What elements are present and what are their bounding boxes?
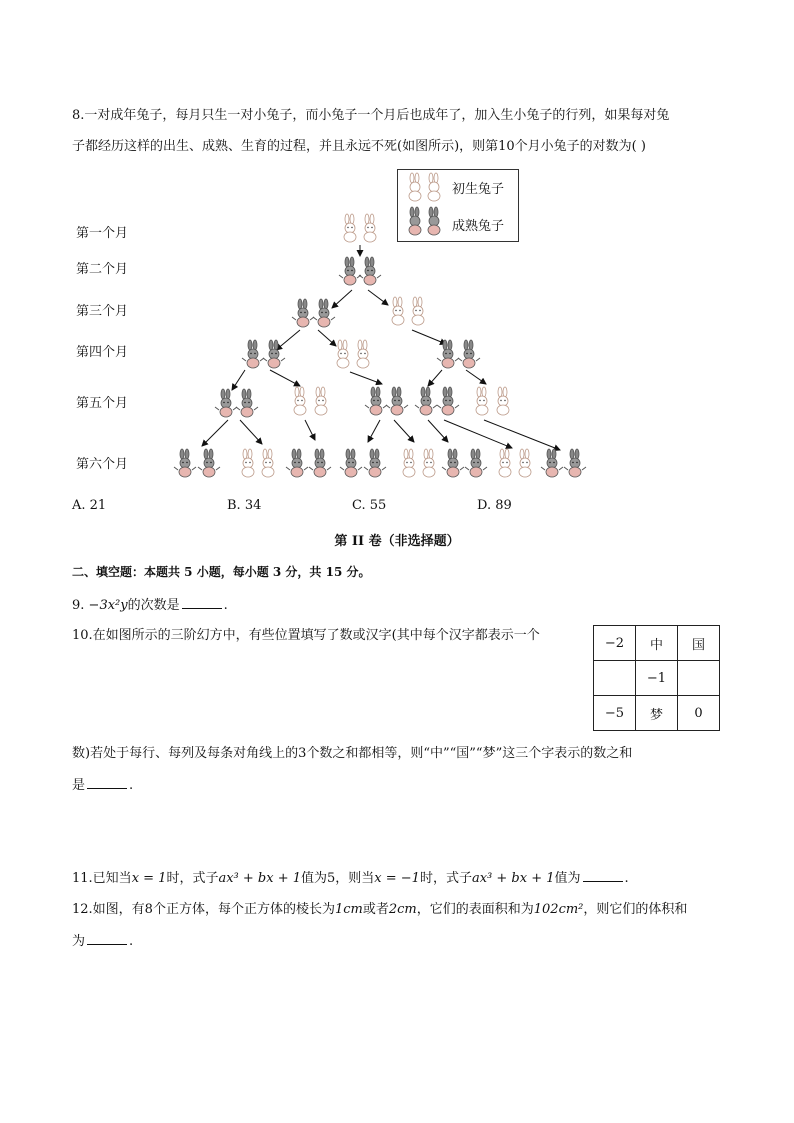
- month-label: 第一个月: [76, 226, 129, 241]
- q12-math: 102cm²: [533, 902, 584, 917]
- q9-prefix: 9.: [72, 598, 89, 613]
- section-title: 第 II 卷（非选择题）: [334, 534, 460, 549]
- q10-line3: 是 .: [72, 778, 134, 793]
- arrow: [276, 330, 300, 350]
- rabbit-pair-mature: [415, 387, 459, 415]
- magic-square-cell: −5: [594, 696, 636, 731]
- q12-math: 2cm: [388, 902, 417, 917]
- magic-square-cell: −1: [636, 661, 678, 696]
- arrow: [202, 420, 228, 446]
- arrow: [368, 290, 388, 305]
- arrow: [332, 290, 352, 308]
- rabbit-pair-mature: [365, 387, 408, 415]
- month-label: 第六个月: [76, 457, 129, 472]
- option-a[interactable]: A. 21: [72, 498, 107, 513]
- month-label: 第三个月: [76, 304, 129, 319]
- arrow: [368, 420, 380, 442]
- question-11: 11.已知当x = 1时，式子ax³ + bx + 1值为5，则当x = −1时，式子ax³ + bx + 1值为 .: [72, 871, 629, 886]
- legend-newborn-label: 初生兔子: [452, 182, 505, 197]
- rabbit-pair-newborn: [337, 340, 369, 368]
- arrow: [484, 420, 560, 450]
- arrow: [232, 370, 245, 390]
- rabbit-pair-mature: [541, 449, 586, 477]
- q12-line2: 为 .: [72, 934, 134, 949]
- rabbit-pair-newborn: [499, 449, 531, 477]
- rabbit-pair-newborn: [392, 297, 424, 325]
- arrow: [444, 420, 512, 448]
- q11-math: ax³ + bx + 1: [471, 871, 555, 886]
- magic-square-cell: 中: [636, 626, 678, 661]
- answer-blank[interactable]: [583, 869, 623, 882]
- rabbit-tree-diagram: [0, 0, 794, 500]
- question-12: [72, 898, 687, 917]
- option-d[interactable]: D. 89: [477, 498, 512, 513]
- q11-text: 值为: [554, 871, 581, 886]
- arrow: [240, 420, 262, 444]
- rabbit-pair-newborn: [294, 387, 327, 415]
- q11-math: x = 1: [131, 871, 167, 886]
- arrow: [318, 330, 336, 346]
- q12-math: 1cm: [334, 902, 363, 917]
- rabbit-pair-mature: [215, 389, 258, 417]
- q12-text: ，则它们的体积和: [583, 902, 688, 917]
- q8-line1: 8.一对成年兔子，每月只生一对小兔子，而小兔子一个月后也成年了，加入生小兔子的行列，如果每对兔: [72, 108, 670, 123]
- arrow: [350, 372, 382, 384]
- magic-square-cell: 梦: [636, 696, 678, 731]
- q10-line3-text: 是: [72, 778, 86, 793]
- q8-line2: 子都经历这样的出生、成熟、生育的过程，并且永远不死(如图所示)，则第10个月小兔子的对数为( ): [72, 139, 646, 154]
- rabbit-pair-mature: [242, 340, 285, 368]
- option-b[interactable]: B. 34: [227, 498, 262, 513]
- q12-text: ，它们的表面积和为: [416, 902, 534, 917]
- q10-line1: 10.在如图所示的三阶幻方中，有些位置填写了数或汉字(其中每个汉字都表示一个: [72, 628, 540, 643]
- q10-line2: 数)若处于每行、每列及每条对角线上的3个数之和都相等，则“中”“国”“梦”这三个字表示的数之和: [72, 746, 633, 761]
- magic-square: [593, 625, 720, 731]
- arrow: [466, 370, 486, 384]
- rabbit-pair-newborn: [476, 387, 509, 415]
- rabbit-pair-mature: [174, 449, 220, 477]
- magic-square-cell: 0: [678, 696, 720, 731]
- rabbit-pair-mature: [292, 299, 335, 327]
- month-label: 第二个月: [76, 262, 129, 277]
- q9-expression: −3x²y: [88, 598, 128, 613]
- magic-square-cell: 国: [678, 626, 720, 661]
- q11-text: 时，式子: [166, 871, 219, 886]
- arrow: [428, 420, 448, 442]
- rabbit-pair-newborn: [403, 449, 435, 477]
- option-c[interactable]: C. 55: [352, 498, 387, 513]
- q11-text: 值为5，则当: [301, 871, 375, 886]
- arrow: [270, 370, 300, 386]
- magic-square-cell: [678, 661, 720, 696]
- arrow: [412, 330, 446, 344]
- q11-math: ax³ + bx + 1: [218, 871, 302, 886]
- rabbit-pair-mature: [442, 449, 487, 477]
- arrow: [305, 420, 315, 440]
- rabbit-pair-newborn: [344, 214, 376, 242]
- q11-text: 时，式子: [419, 871, 472, 886]
- answer-blank[interactable]: [182, 596, 222, 609]
- q11-text: 11.已知当: [72, 871, 132, 886]
- rabbit-pair-mature: [339, 257, 381, 285]
- question-9: 9. −3x²y的次数是 .: [72, 598, 228, 613]
- arrow: [394, 420, 414, 442]
- q9-suffix: 的次数是: [127, 598, 180, 613]
- q12-line2-text: 为: [72, 934, 86, 949]
- answer-blank[interactable]: [87, 776, 127, 789]
- magic-square-cell: [594, 661, 636, 696]
- q11-math: x = −1: [374, 871, 420, 886]
- section-instruction: 二、填空题：本题共 5 小题，每小题 3 分，共 15 分。: [72, 565, 371, 579]
- q12-text: 或者: [362, 902, 389, 917]
- rabbit-pair-newborn: [242, 449, 274, 477]
- month-label: 第四个月: [76, 345, 129, 360]
- magic-square-cell: −2: [594, 626, 636, 661]
- month-label: 第五个月: [76, 396, 129, 411]
- q12-text: 12.如图，有8个正方体，每个正方体的棱长为: [72, 902, 335, 917]
- legend-mature-label: 成熟兔子: [452, 219, 505, 234]
- rabbit-pair-mature: [286, 449, 331, 477]
- answer-blank[interactable]: [87, 932, 127, 945]
- rabbit-pair-mature: [340, 449, 386, 477]
- rabbit-pair-mature: [437, 340, 480, 368]
- arrow: [428, 370, 442, 386]
